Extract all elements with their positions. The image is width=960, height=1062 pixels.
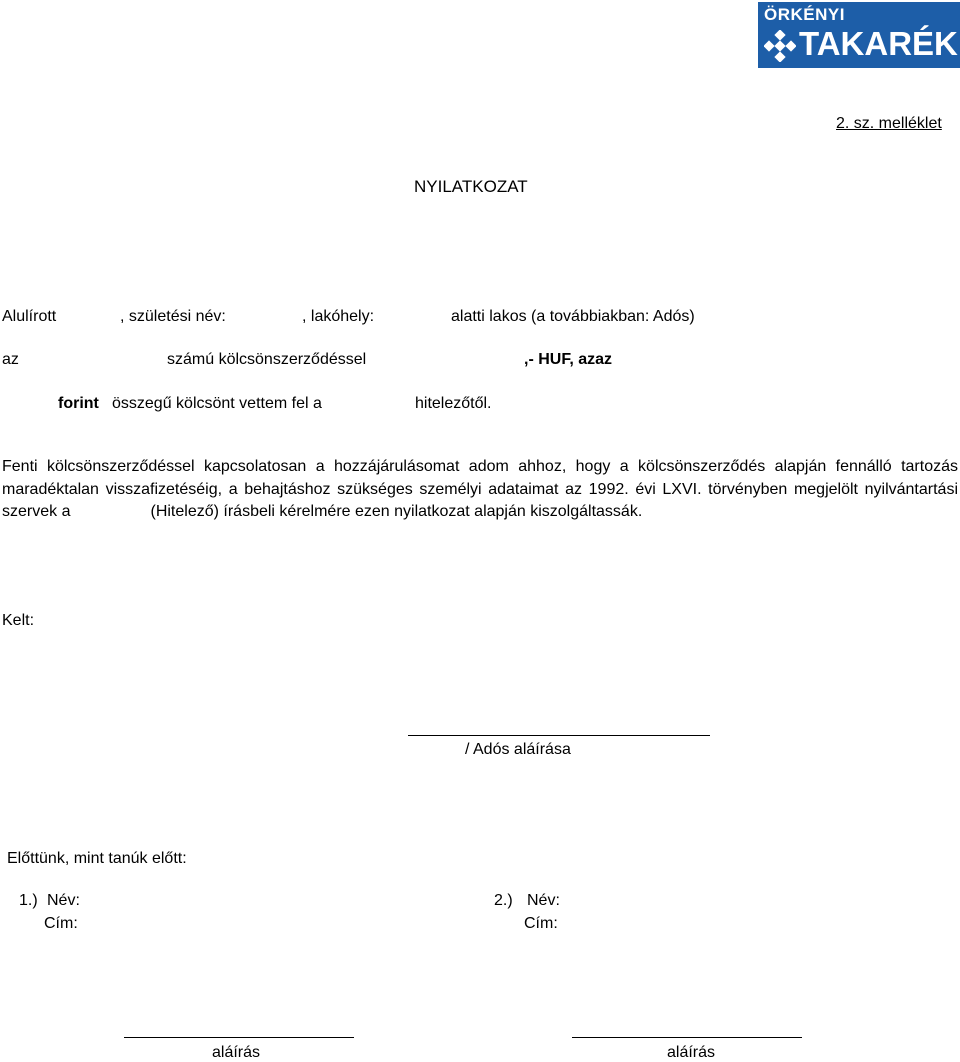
birth-name-label: , születési név: (120, 308, 226, 325)
huf-amount-label: ,- HUF, azaz (524, 351, 613, 368)
document-title: NYILATKOZAT (414, 177, 528, 196)
consent-paragraph (2, 456, 958, 524)
witness1-address-label: Cím: (44, 915, 78, 932)
witness1-signature-line (124, 1037, 354, 1038)
witness1-name-label: Név: (47, 892, 80, 909)
debtor-signature-label: / Adós aláírása (465, 741, 571, 758)
witness2-signature-label: aláírás (667, 1044, 716, 1061)
contract-number-label: számú kölcsönszerződéssel (167, 351, 367, 368)
debtor-signature-line (408, 735, 710, 736)
logo-line1: ÖRKÉNYI (764, 5, 845, 24)
resident-debtor-text: alatti lakos (a továbbiakban: Adós) (451, 308, 695, 325)
az-label: az (2, 351, 19, 368)
witness2-number: 2.) (494, 892, 513, 909)
forint-label: forint (58, 395, 99, 412)
residence-label: , lakóhely: (302, 308, 375, 325)
logo-line2: TAKARÉK (799, 25, 958, 62)
diamond-cross-icon (764, 30, 796, 62)
creditor-text: hitelezőtől. (415, 395, 492, 412)
witness1-number: 1.) (19, 892, 38, 909)
witness2-address-label: Cím: (524, 915, 558, 932)
loan-taken-text: összegű kölcsönt vettem fel a (112, 395, 322, 412)
kelt-label: Kelt: (2, 612, 35, 629)
witnesses-intro: Előttünk, mint tanúk előtt: (7, 850, 187, 867)
consent-paragraph-part2: (Hitelező) írásbeli kérelmére ezen nyilatkozat alapján kiszolgáltassák. (150, 503, 643, 520)
annex-label: 2. sz. melléklet (836, 115, 942, 132)
alulirott-label: Alulírott (2, 308, 57, 325)
orkenyi-takarek-logo (758, 2, 960, 68)
witness1-signature-label: aláírás (212, 1044, 261, 1061)
witness2-name-label: Név: (527, 892, 560, 909)
witness2-signature-line (572, 1037, 802, 1038)
consent-paragraph-part1: Fenti kölcsönszerződéssel kapcsolatosan a hozzájárulásomat adom ahhoz, hogy a kölcsönszerződés alapján fennálló tartozás maradéktalan visszafizetéséig, a behajtáshoz szükséges személyi adataimat az 1992. évi LXVI. törvényben megjelölt nyilvántartási szervek a (2, 458, 958, 520)
